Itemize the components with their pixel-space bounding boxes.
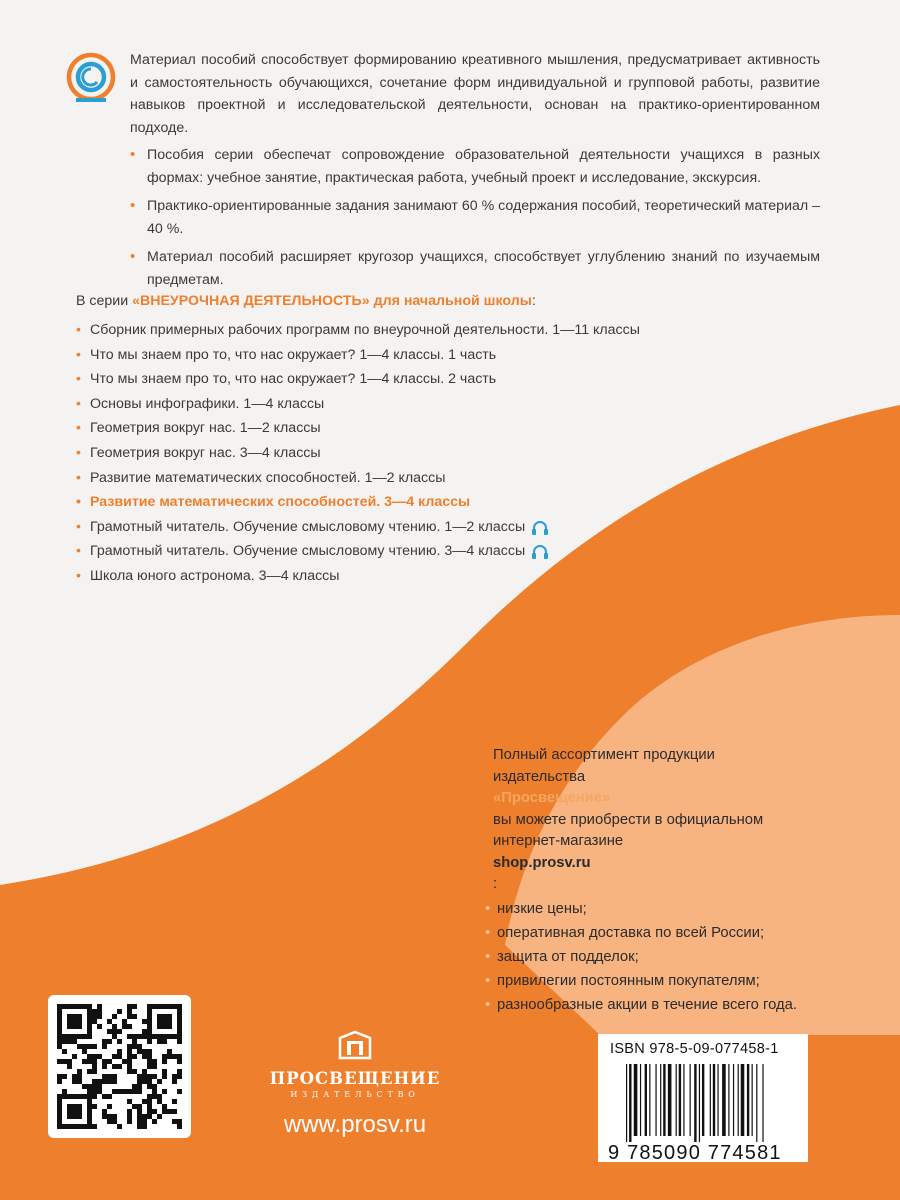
shop-bullet-text: привилегии постоянным покупателям;	[497, 972, 760, 989]
bullet-icon: •	[76, 469, 81, 486]
list-item-text: Сборник примерных рабочих программ по внеурочной деятельности. 1—11 классы	[90, 322, 640, 338]
bullet-icon: •	[485, 996, 491, 1013]
shop-bullet-text: защита от подделок;	[497, 948, 639, 965]
list-item-text: Грамотный читатель. Обучение смысловому чтению. 3—4 классы	[90, 543, 526, 560]
bullet-icon: •	[76, 395, 81, 412]
shop-bullet-text: низкие цены;	[497, 900, 587, 917]
bullet-icon: •	[76, 371, 81, 388]
list-item	[76, 344, 716, 369]
series-block	[76, 290, 716, 590]
qr-code[interactable]	[48, 995, 191, 1138]
headphones-icon	[531, 544, 549, 559]
list-item-text: Основы инфографики. 1—4 классы	[90, 395, 325, 412]
bullet-icon: •	[485, 972, 491, 989]
list-item-current	[76, 491, 716, 516]
intro-bullet-text: Материал пособий расширяет кругозор учащихся, способствует углублению знаний по изучаемым предметам.	[147, 249, 820, 288]
shop-bullet	[485, 970, 865, 994]
list-item	[76, 540, 716, 565]
list-item-text: Что мы знаем про то, что нас окружает? 1—4 классы. 1 часть	[90, 346, 497, 363]
shop-line: вы можете приобрести в официальном	[493, 811, 764, 828]
list-item	[76, 417, 716, 442]
list-item-text: Геометрия вокруг нас. 3—4 классы	[90, 444, 321, 461]
intro-bullet-text: Пособия серии обеспечат сопровождение образовательной деятельности учащихся в разных формах: учебное занятие, практическая работа, учебный проект и исследование, экскурсия.	[147, 147, 820, 186]
publisher-block	[255, 1030, 455, 1139]
list-item	[76, 516, 716, 541]
bullet-icon: •	[76, 322, 81, 338]
bullet-icon: •	[485, 900, 491, 917]
series-prefix: В серии	[76, 293, 133, 309]
publisher-url[interactable]: www.prosv.ru	[283, 1111, 427, 1138]
intro-bullet	[130, 144, 820, 189]
intro-block	[130, 49, 820, 297]
shop-line	[493, 831, 865, 896]
list-item-text: Развитие математических способностей. 3—4 классы	[90, 494, 471, 511]
list-item-text: Развитие математических способностей. 1—2 классы	[90, 469, 446, 486]
intro-bullet	[130, 195, 820, 240]
bullet-icon: •	[130, 146, 136, 163]
list-item-text: Грамотный читатель. Обучение смысловому чтению. 1—2 классы	[90, 518, 526, 535]
shop-bullet-text: оперативная доставка по всей России;	[497, 924, 765, 941]
shop-line-prefix: издательства	[493, 768, 586, 785]
bullet-icon: •	[76, 518, 81, 535]
series-heading	[76, 290, 716, 312]
headphones-icon	[531, 520, 549, 535]
list-item	[76, 319, 716, 344]
shop-block	[485, 745, 865, 1018]
isbn-label: ISBN 978-5-09-077458-1	[610, 1041, 779, 1057]
shop-line: Полный ассортимент продукции	[493, 747, 715, 763]
barcode-icon	[626, 1064, 798, 1142]
shop-line	[493, 767, 865, 810]
qr-code-icon	[48, 995, 191, 1138]
shop-heading	[485, 745, 865, 896]
publisher-logo-icon	[338, 1030, 372, 1060]
bullet-icon: •	[485, 924, 491, 941]
intro-paragraph: Материал пособий способствует формированию креативного мышления, предусматривает активность и самостоятельность обучающихся, сочетание форм индивидуальной и групповой работы, развитие навыков проектной и исследовательской деятельности, основан на практико-ориентированном подходе.	[130, 52, 820, 136]
shop-bullet	[485, 994, 865, 1018]
publisher-name: ПРОСВЕЩЕНИЕ	[269, 1069, 441, 1088]
shop-bullet	[485, 898, 865, 922]
publisher-subtitle: ИЗДАТЕЛЬСТВО	[290, 1090, 420, 1099]
list-item	[76, 467, 716, 492]
series-name: «ВНЕУРОЧНАЯ ДЕЯТЕЛЬНОСТЬ» для начальной школы	[132, 293, 532, 309]
bullet-icon: •	[76, 494, 81, 511]
shop-line-prefix: интернет-магазине	[493, 833, 624, 849]
intro-bullet	[130, 246, 820, 291]
list-item	[76, 393, 716, 418]
bullet-icon: •	[130, 248, 136, 265]
list-item-text: Геометрия вокруг нас. 1—2 классы	[90, 420, 321, 437]
isbn-digits: 9 785090 774581	[608, 1142, 782, 1164]
isbn-barcode	[598, 1034, 808, 1162]
bullet-icon: •	[76, 346, 81, 363]
bullet-icon: •	[485, 948, 491, 965]
bullet-icon: •	[130, 197, 136, 214]
shop-bullet	[485, 922, 865, 946]
shop-bullet-text: разнообразные акции в течение всего года.	[497, 996, 797, 1013]
bullet-icon: •	[76, 444, 81, 461]
list-item	[76, 565, 716, 590]
shop-link[interactable]: shop.prosv.ru	[493, 854, 591, 871]
list-item-text: Что мы знаем про то, что нас окружает? 1—4 классы. 2 часть	[90, 371, 497, 388]
bullet-icon: •	[76, 543, 81, 560]
list-item	[76, 368, 716, 393]
publisher-name-accent: «Просвещение»	[493, 790, 611, 806]
bullet-icon: •	[76, 567, 81, 584]
list-item	[76, 442, 716, 467]
shop-bullet	[485, 946, 865, 970]
intro-bullet-text: Практико-ориентированные задания занимают 60 % содержания пособий, теоретический материал – 40 %.	[147, 198, 820, 237]
bullet-icon: •	[76, 420, 81, 437]
shop-line-suffix: :	[493, 876, 498, 892]
series-suffix: :	[531, 293, 536, 309]
list-item-text: Школа юного астронома. 3—4 классы	[90, 567, 340, 584]
series-logo-icon	[64, 50, 118, 106]
